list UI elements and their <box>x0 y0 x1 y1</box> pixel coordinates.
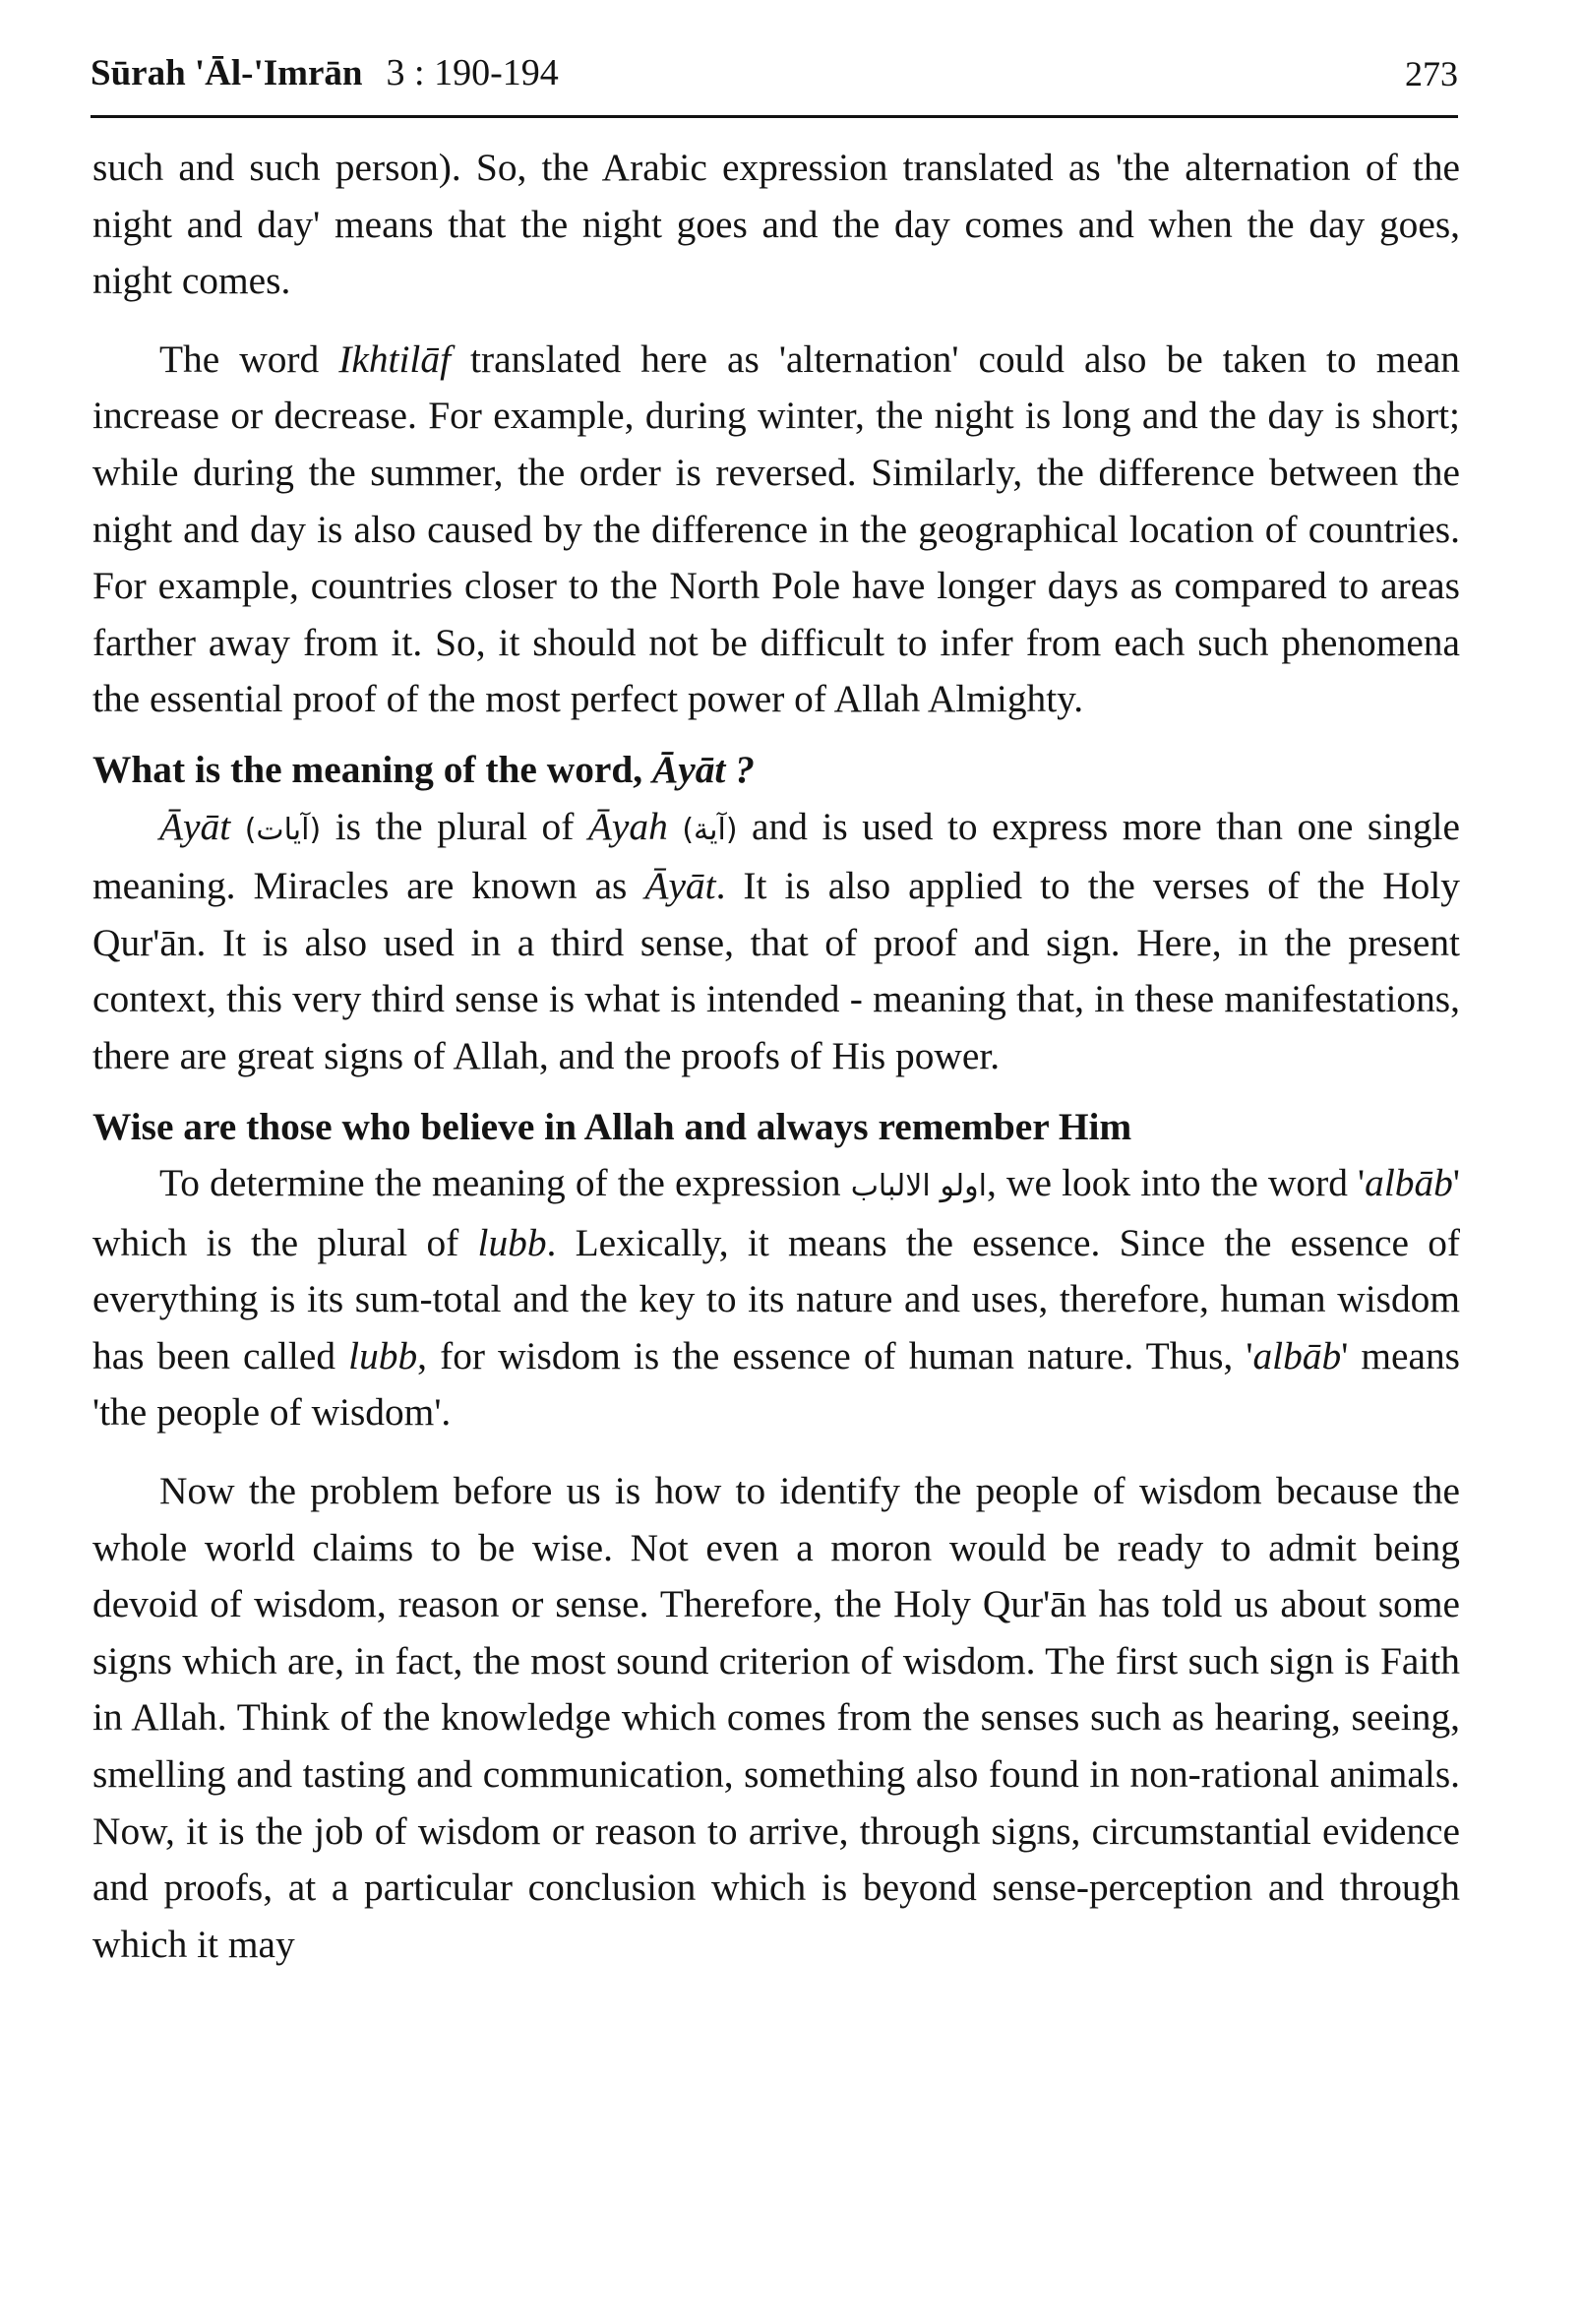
running-header <box>91 51 1458 110</box>
text-run: ' which is the plural of <box>92 1161 1460 1264</box>
text-run: The word <box>159 336 339 381</box>
term-lubb: lubb <box>348 1333 418 1377</box>
text-run: , for wisdom is the essence of human nature. Thus, ' <box>417 1333 1253 1377</box>
text-run: ' means 'the people of wisdom'. <box>92 1333 1460 1435</box>
body-text <box>92 140 1460 1973</box>
arabic-ayat: (آيات) <box>244 812 322 847</box>
text-run: To determine the meaning of the expression <box>159 1161 851 1205</box>
text-run: . Lexically, it means the essence. Since the essence of everything is its sum-total and the key to its nature and uses, therefore, human wisdom has been called <box>92 1220 1461 1377</box>
term-albab: albāb <box>1365 1161 1453 1205</box>
text-run: is the plural of <box>321 804 588 848</box>
arabic-ayah: (آية) <box>682 812 738 847</box>
text-run: . It is also applied to the verses of the Holy Qur'ān. It is also used in a third sense, that of proof and sign. Here, in the present context, this very third sense is what is intended - meaning that, in these manifestations, there are great signs of Allah, and the proofs of His power. <box>92 864 1460 1077</box>
term-albab: albāb <box>1252 1333 1342 1377</box>
term-ayat: Āyāt <box>644 864 716 908</box>
section-heading-wise: Wise are those who believe in Allah and always remember Him <box>92 1104 1132 1148</box>
paragraph-continuation: such and such person). So, the Arabic expression translated as 'the alternation of the night and day' means that the night goes and the day comes and when the day goes, night comes. <box>92 146 1460 303</box>
text-run: translated here as 'alternation' could also be taken to mean increase or decrease. For example, during winter, the night is long and the day is short; while during the summer, the order is reversed. Similarly, the difference between the night and day is also caused by the difference in the geographical location of countries. For example, countries closer to the North Pole have longer days as compared to areas farther away from it. So, it should not be difficult to infer from each such phenomena the essential proof of the most perfect power of Allah Almighty. <box>92 336 1461 721</box>
surah-name: Sūrah 'Āl-'Imrān <box>91 53 363 93</box>
header-rule <box>91 115 1458 118</box>
paragraph-people-of-wisdom: Now the problem before us is how to identify the people of wisdom because the whole world claims to be wise. Not even a moron would be ready to admit being devoid of wisdom, reason or sense. Therefore, the Holy Qur'ān has told us about some signs which are, in fact, the most sound criterion of wisdom. The first such sign is Faith in Allah. Think of the knowledge which comes from the senses such as hearing, seeing, smelling and tasting and communication, something also found in non-rational animals. Now, it is the job of wisdom or reason to arrive, through signs, circumstantial evidence and proofs, at a particular conclusion which is beyond sense-perception and through which it may <box>92 1469 1460 1966</box>
paragraph-ikhtilaf <box>92 332 1460 728</box>
arabic-ulul-albab: اولو الالباب <box>850 1169 988 1204</box>
term-ayat: Āyāt <box>159 804 231 848</box>
heading-text: What is the meaning of the word, <box>92 747 652 791</box>
header-left <box>91 51 559 94</box>
verse-reference: 3 : 190-194 <box>386 52 559 93</box>
paragraph-albab <box>92 1155 1460 1441</box>
term-lubb: lubb <box>477 1220 547 1264</box>
section-heading-ayat <box>92 742 1460 799</box>
paragraph-ayat <box>92 799 1460 1085</box>
page-number: 273 <box>1405 54 1458 93</box>
term-ayah: Āyah <box>587 804 668 848</box>
term-ikhtilaf: Ikhtilāf <box>338 336 452 381</box>
heading-term-ayat: Āyāt <box>651 747 726 791</box>
heading-text: ? <box>725 747 755 791</box>
text-run: , we look into the word ' <box>987 1161 1366 1205</box>
text-run: and is used to express more than one single meaning. Miracles are known as <box>92 804 1460 908</box>
